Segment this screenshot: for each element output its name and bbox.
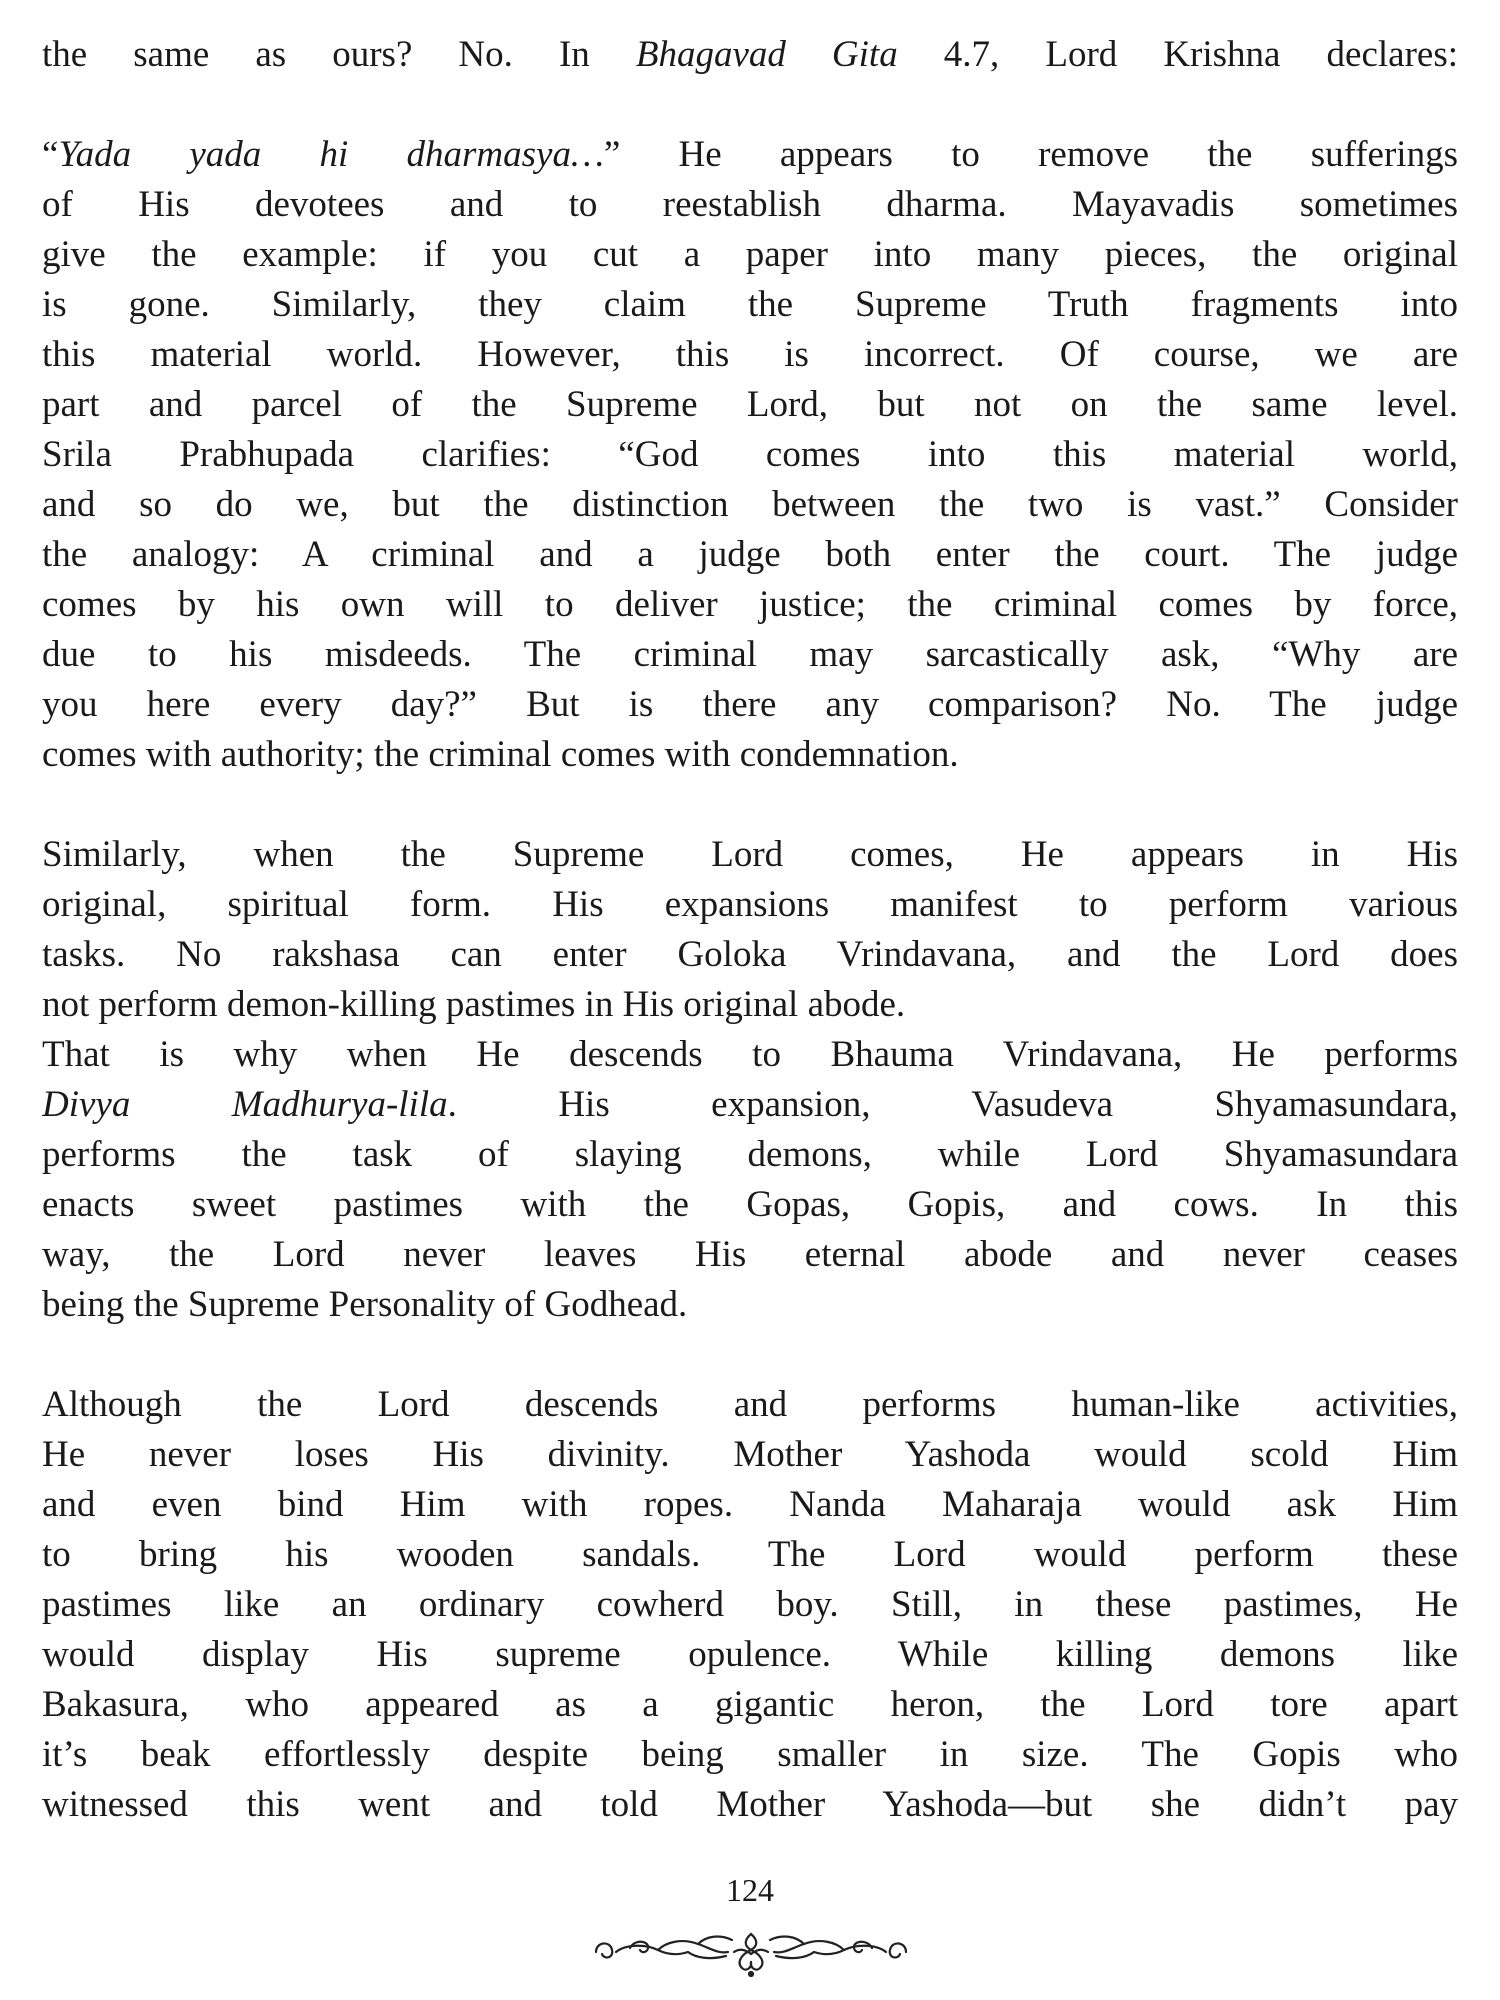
text-line: [42, 1130, 1458, 1180]
text-line: [42, 1680, 1458, 1730]
text-run: witnessed this went and told Mother Yashoda—but she didn’t pay: [42, 1784, 1458, 1825]
page-text: [42, 30, 1458, 1830]
text-line: [42, 1280, 1458, 1330]
text-run: performs the task of slaying demons, while Lord Shyamasundara: [42, 1134, 1458, 1175]
text-run: comes with authority; the criminal comes with condemnation.: [42, 734, 959, 775]
text-line: [42, 980, 1458, 1030]
text-run: He never loses His divinity. Mother Yashoda would scold Him: [42, 1434, 1458, 1475]
flourish-ornament-icon: [586, 1922, 916, 1982]
paragraph-gap: [42, 780, 1458, 830]
text-run: . His expansion, Vasudeva Shyamasundara,: [447, 1084, 1458, 1125]
text-line: [42, 1630, 1458, 1680]
text-run: give the example: if you cut a paper into many pieces, the original: [42, 234, 1458, 275]
text-run: you here every day?” But is there any comparison? No. The judge: [42, 684, 1458, 725]
text-line: [42, 230, 1458, 280]
text-run: due to his misdeeds. The criminal may sarcastically ask, “Why are: [42, 634, 1458, 675]
text-run: pastimes like an ordinary cowherd boy. Still, in these pastimes, He: [42, 1584, 1458, 1625]
text-run: way, the Lord never leaves His eternal abode and never ceases: [42, 1234, 1458, 1275]
text-run: Srila Prabhupada clarifies: “God comes into this material world,: [42, 434, 1458, 475]
page-number: 124: [726, 1872, 774, 1908]
text-run: and so do we, but the distinction between the two is vast.” Consider: [42, 484, 1458, 525]
text-line: [42, 1730, 1458, 1780]
text-run: the same as ours? No. In: [42, 34, 636, 75]
text-run: would display His supreme opulence. While killing demons like: [42, 1634, 1458, 1675]
text-line: [42, 1030, 1458, 1080]
text-line: [42, 480, 1458, 530]
text-line: [42, 1530, 1458, 1580]
text-run: it’s beak effortlessly despite being smaller in size. The Gopis who: [42, 1734, 1458, 1775]
text-line: [42, 630, 1458, 680]
text-line: [42, 1080, 1458, 1130]
text-run: comes by his own will to deliver justice; the criminal comes by force,: [42, 584, 1458, 625]
text-line: [42, 30, 1458, 80]
text-run: the analogy: A criminal and a judge both enter the court. The judge: [42, 534, 1458, 575]
text-line: [42, 930, 1458, 980]
text-line: [42, 1430, 1458, 1480]
text-run: of His devotees and to reestablish dharma. Mayavadis sometimes: [42, 184, 1458, 225]
text-line: [42, 330, 1458, 380]
text-run: and even bind Him with ropes. Nanda Maharaja would ask Him: [42, 1484, 1458, 1525]
italic-text: Yada yada hi dharmasya…: [58, 134, 604, 175]
text-line: [42, 880, 1458, 930]
text-line: [42, 380, 1458, 430]
text-line: [42, 1580, 1458, 1630]
text-line: [42, 130, 1458, 180]
text-line: [42, 180, 1458, 230]
text-line: [42, 580, 1458, 630]
text-run: “: [42, 134, 59, 175]
text-run: 4.7, Lord Krishna declares:: [897, 34, 1458, 75]
text-run: That is why when He descends to Bhauma Vrindavana, He performs: [42, 1034, 1458, 1075]
text-run: not perform demon-killing pastimes in His original abode.: [42, 984, 906, 1025]
text-run: Although the Lord descends and performs human-like activities,: [42, 1384, 1458, 1425]
paragraph-gap: [42, 1330, 1458, 1380]
text-run: enacts sweet pastimes with the Gopas, Gopis, and cows. In this: [42, 1184, 1458, 1225]
text-run: Bakasura, who appeared as a gigantic heron, the Lord tore apart: [42, 1684, 1458, 1725]
text-run: tasks. No rakshasa can enter Goloka Vrindavana, and the Lord does: [42, 934, 1458, 975]
text-line: [42, 730, 1458, 780]
text-run: being the Supreme Personality of Godhead.: [42, 1284, 688, 1325]
text-line: [42, 1230, 1458, 1280]
text-run: Similarly, when the Supreme Lord comes, He appears in His: [42, 834, 1458, 875]
paragraph-gap: [42, 80, 1458, 130]
text-line: [42, 1380, 1458, 1430]
text-run: part and parcel of the Supreme Lord, but not on the same level.: [42, 384, 1458, 425]
text-line: [42, 1180, 1458, 1230]
text-line: [42, 280, 1458, 330]
text-run: is gone. Similarly, they claim the Supreme Truth fragments into: [42, 284, 1458, 325]
text-line: [42, 1780, 1458, 1830]
text-line: [42, 530, 1458, 580]
text-line: [42, 430, 1458, 480]
text-line: [42, 830, 1458, 880]
italic-text: Bhagavad Gita: [635, 34, 898, 75]
italic-text: Divya Madhurya-lila: [42, 1084, 448, 1125]
text-run: this material world. However, this is incorrect. Of course, we are: [42, 334, 1458, 375]
text-line: [42, 680, 1458, 730]
text-run: ” He appears to remove the sufferings: [603, 134, 1458, 175]
text-run: to bring his wooden sandals. The Lord would perform these: [42, 1534, 1458, 1575]
text-run: original, spiritual form. His expansions manifest to perform various: [42, 884, 1458, 925]
text-line: [42, 1480, 1458, 1530]
